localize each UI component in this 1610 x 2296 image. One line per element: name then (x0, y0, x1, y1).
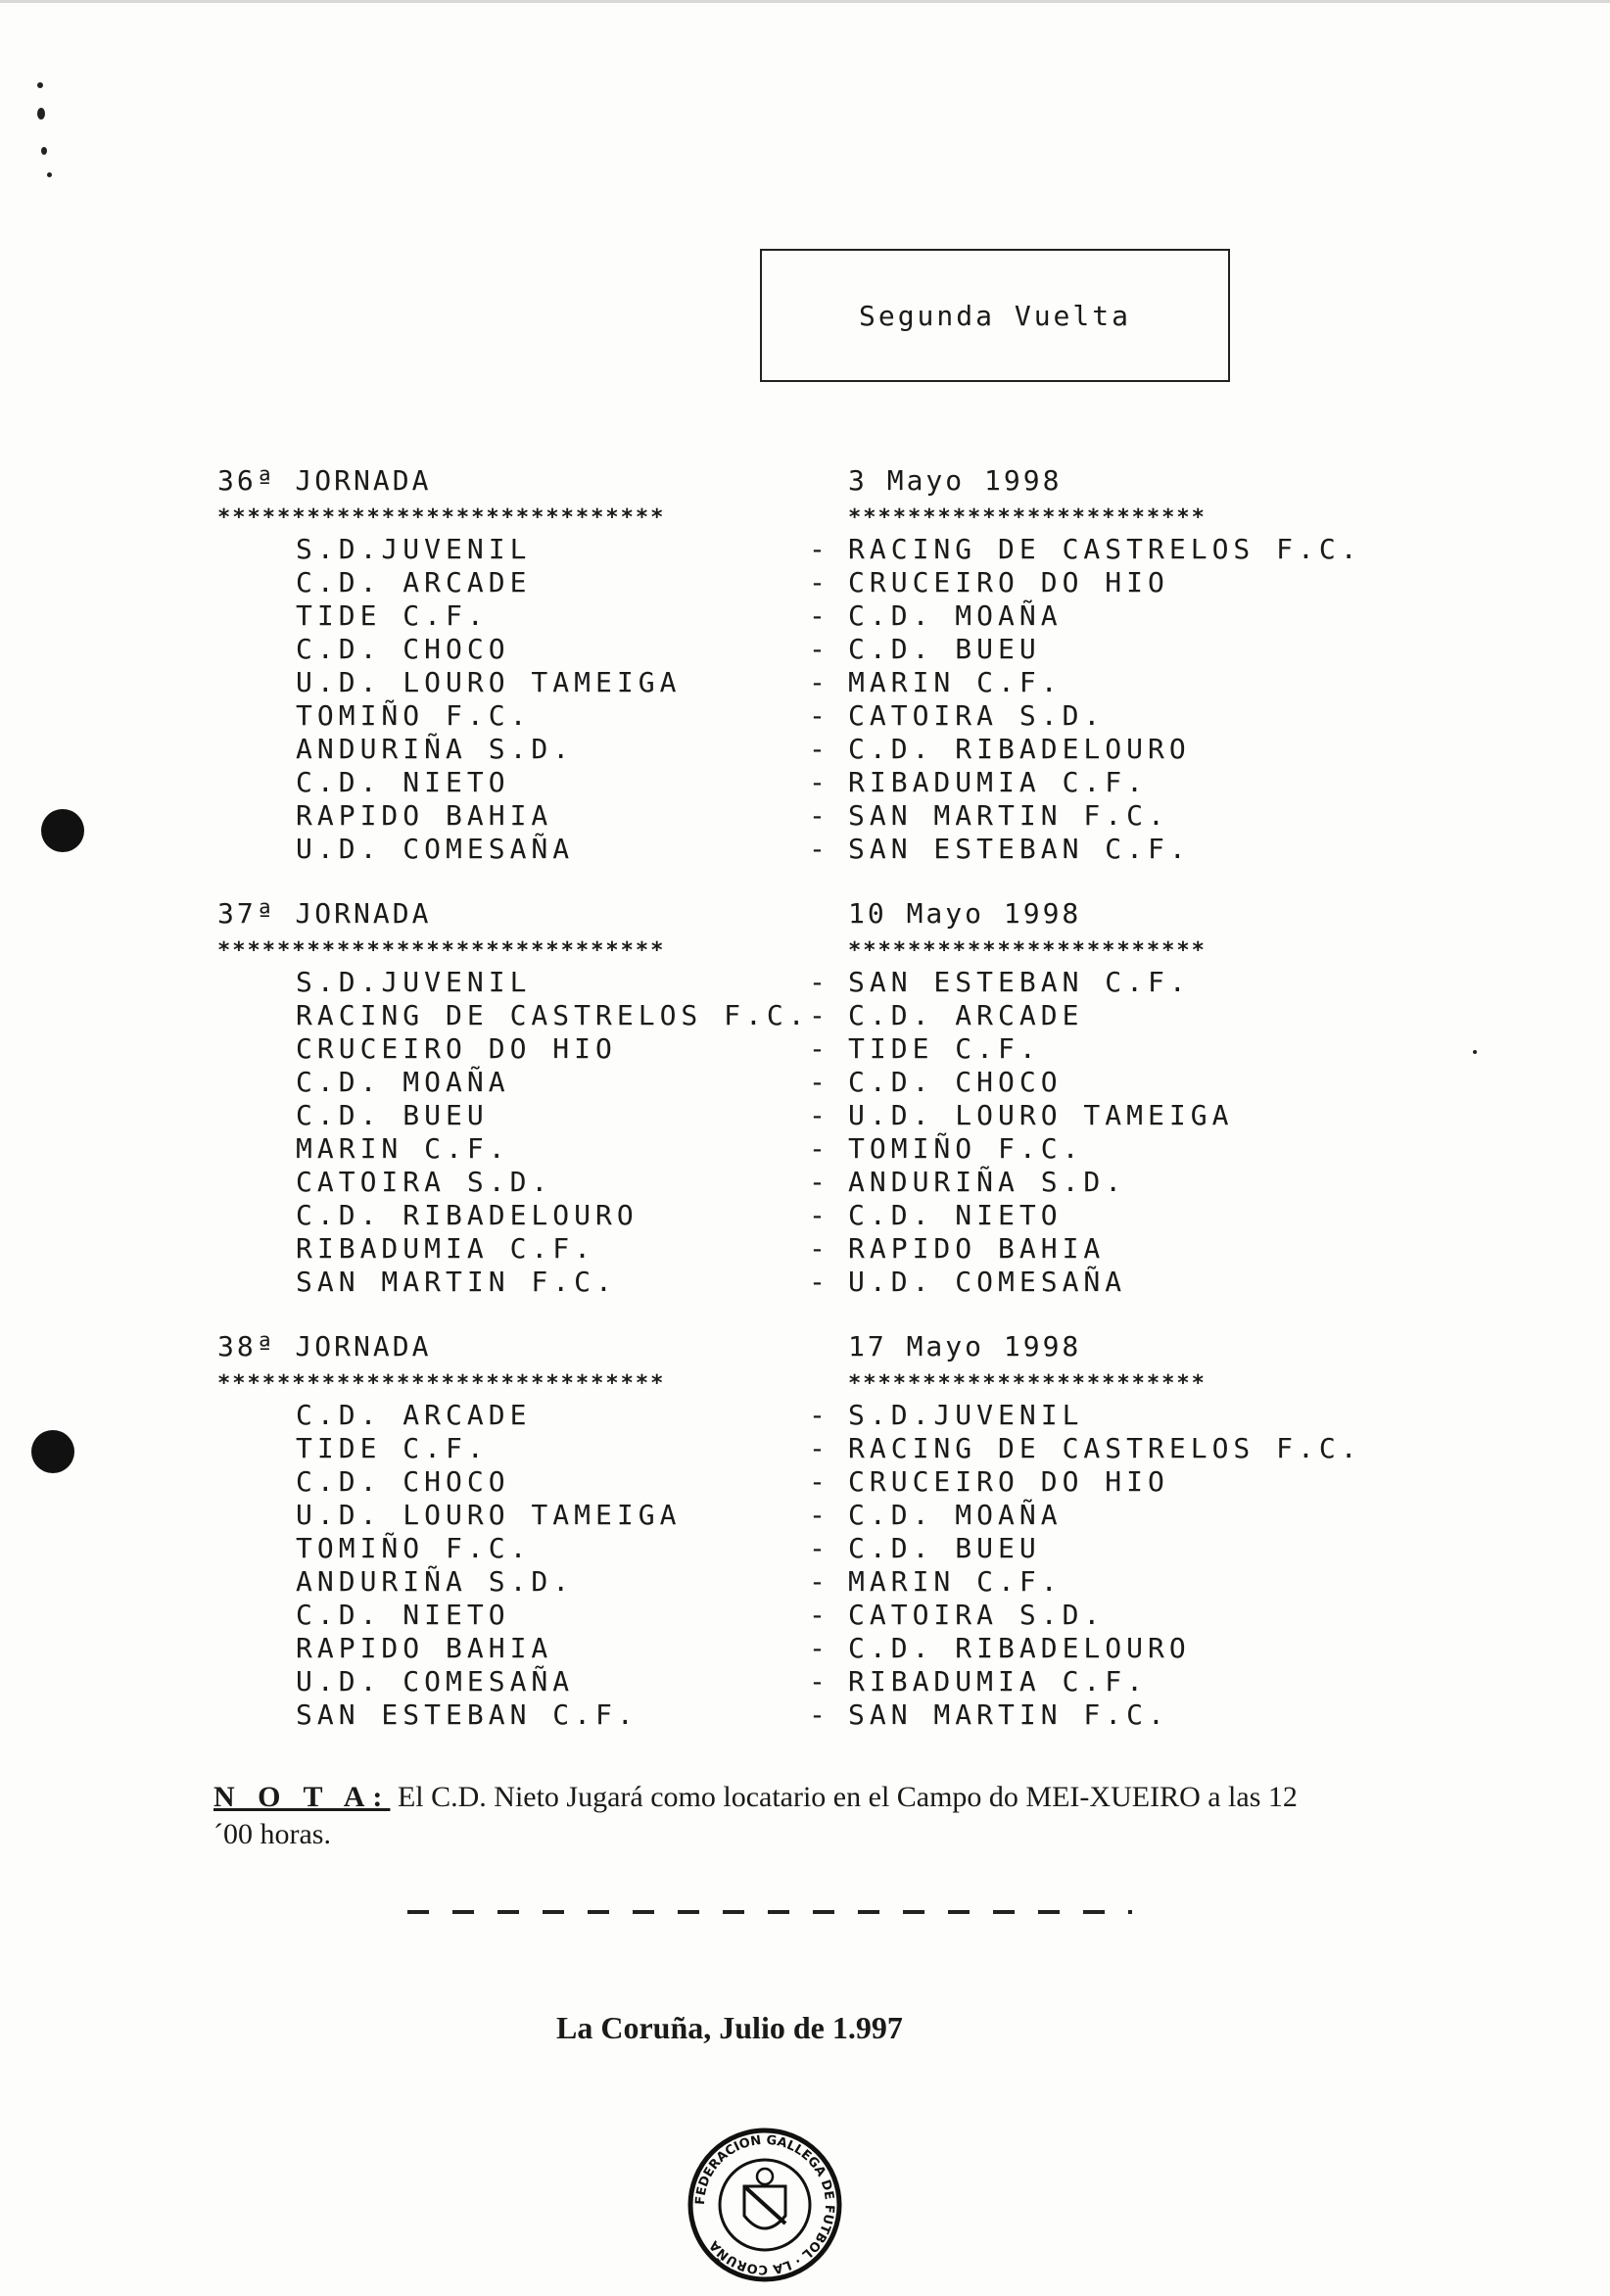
match-row (217, 1665, 1324, 1698)
home-team: TOMIÑO F.C. (296, 699, 532, 732)
match-row (217, 599, 1324, 633)
asterisk-rule-left: ****************************** (217, 505, 666, 530)
jornada-header (217, 1330, 1324, 1369)
asterisk-rule-right: ************************ (848, 1371, 1207, 1396)
home-team: RAPIDO BAHIA (296, 799, 553, 832)
match-row (217, 966, 1324, 999)
away-team: TIDE C.F. (848, 1032, 1041, 1065)
home-team: C.D. ARCADE (296, 566, 532, 598)
versus-dash: - (809, 1698, 830, 1731)
away-team: C.D. NIETO (848, 1199, 1063, 1231)
versus-dash: - (809, 733, 830, 765)
away-team: C.D. RIBADELOURO (848, 1632, 1191, 1664)
federation-seal-logo (686, 2126, 844, 2284)
jornada-header (217, 464, 1324, 503)
versus-dash: - (809, 766, 830, 798)
match-row (217, 999, 1324, 1032)
margin-speck (37, 82, 43, 88)
away-team: RIBADUMIA C.F. (848, 766, 1149, 798)
jornada-section (217, 464, 1362, 866)
away-team: CRUCEIRO DO HIO (848, 1465, 1169, 1498)
away-team: C.D. MOAÑA (848, 1499, 1063, 1531)
home-team: CRUCEIRO DO HIO (296, 1032, 617, 1065)
note-label: N O T A: (213, 1781, 391, 1813)
match-row (217, 1599, 1324, 1632)
away-team: CATOIRA S.D. (848, 699, 1106, 732)
away-team: SAN ESTEBAN C.F. (848, 833, 1191, 865)
jornada-title: 38ª JORNADA (217, 1330, 432, 1363)
home-team: ANDURIÑA S.D. (296, 1565, 575, 1598)
versus-dash: - (809, 566, 830, 598)
home-team: C.D. NIETO (296, 766, 510, 798)
match-row (217, 1465, 1324, 1499)
home-team: TIDE C.F. (296, 1432, 489, 1464)
margin-speck (37, 108, 45, 120)
home-team: SAN ESTEBAN C.F. (296, 1698, 639, 1731)
away-team: MARIN C.F. (848, 1565, 1063, 1598)
away-team: RIBADUMIA C.F. (848, 1665, 1149, 1698)
match-row (217, 666, 1324, 699)
versus-dash: - (809, 799, 830, 832)
versus-dash: - (809, 966, 830, 998)
match-row (217, 1532, 1324, 1565)
match-row (217, 1132, 1324, 1166)
match-row (217, 1032, 1324, 1066)
versus-dash: - (809, 1432, 830, 1464)
home-team: U.D. LOURO TAMEIGA (296, 666, 682, 698)
away-team: C.D. ARCADE (848, 999, 1084, 1031)
page-top-edge (0, 0, 1610, 3)
versus-dash: - (809, 999, 830, 1031)
home-team: U.D. COMESAÑA (296, 1665, 575, 1698)
jornada-section (217, 1330, 1362, 1732)
versus-dash: - (809, 1199, 830, 1231)
home-team: C.D. ARCADE (296, 1399, 532, 1431)
away-team: RACING DE CASTRELOS F.C. (848, 1432, 1362, 1464)
versus-dash: - (809, 1166, 830, 1198)
note-paragraph (213, 1779, 1320, 1853)
versus-dash: - (809, 666, 830, 698)
home-team: U.D. LOURO TAMEIGA (296, 1499, 682, 1531)
match-row (217, 533, 1362, 566)
home-team: TOMIÑO F.C. (296, 1532, 532, 1564)
home-team: S.D.JUVENIL (296, 966, 532, 998)
match-row (217, 1499, 1324, 1532)
away-team: S.D.JUVENIL (848, 1399, 1084, 1431)
jornada-date: 10 Mayo 1998 (848, 897, 1082, 930)
versus-dash: - (809, 1599, 830, 1631)
asterisk-rule-right: ************************ (848, 505, 1207, 530)
versus-dash: - (809, 1399, 830, 1431)
punch-hole-top (41, 809, 84, 852)
match-row (217, 1166, 1324, 1199)
away-team: C.D. RIBADELOURO (848, 733, 1191, 765)
home-team: TIDE C.F. (296, 599, 489, 632)
home-team: C.D. RIBADELOURO (296, 1199, 639, 1231)
asterisk-rule-left: ****************************** (217, 938, 666, 963)
jornada-title: 36ª JORNADA (217, 464, 432, 497)
home-team: C.D. CHOCO (296, 633, 510, 665)
away-team: C.D. CHOCO (848, 1066, 1063, 1098)
match-row (217, 1066, 1324, 1099)
match-row (217, 833, 1324, 866)
dashed-separator (407, 1910, 1132, 1914)
versus-dash: - (809, 1465, 830, 1498)
jornada-section (217, 897, 1324, 1299)
home-team: U.D. COMESAÑA (296, 833, 575, 865)
place-date: La Coruña, Julio de 1.997 (556, 2010, 903, 2045)
versus-dash: - (809, 1665, 830, 1698)
away-team: SAN MARTIN F.C. (848, 799, 1169, 832)
home-team: C.D. BUEU (296, 1099, 489, 1131)
versus-dash: - (809, 1266, 830, 1298)
asterisk-rule (217, 503, 1324, 533)
match-row (217, 1399, 1324, 1432)
match-row (217, 766, 1324, 799)
punch-hole-bottom (31, 1430, 74, 1473)
away-team: CATOIRA S.D. (848, 1599, 1106, 1631)
away-team: MARIN C.F. (848, 666, 1063, 698)
versus-dash: - (809, 1565, 830, 1598)
versus-dash: - (809, 599, 830, 632)
asterisk-rule-right: ************************ (848, 938, 1207, 963)
match-row (217, 1698, 1324, 1732)
match-row (217, 799, 1324, 833)
away-team: C.D. MOAÑA (848, 599, 1063, 632)
away-team: SAN MARTIN F.C. (848, 1698, 1169, 1731)
match-row (217, 1632, 1324, 1665)
jornada-title: 37ª JORNADA (217, 897, 432, 930)
match-row (217, 733, 1324, 766)
asterisk-rule (217, 936, 1324, 966)
section-title: Segunda Vuelta (858, 299, 1131, 332)
home-team: MARIN C.F. (296, 1132, 510, 1165)
note-text: El C.D. Nieto Jugará como locatario en el Campo do MEI-XUEIRO a las 12´00 horas. (213, 1781, 1298, 1850)
home-team: RAPIDO BAHIA (296, 1632, 553, 1664)
away-team: C.D. BUEU (848, 633, 1041, 665)
away-team: RAPIDO BAHIA (848, 1232, 1106, 1265)
jornada-date: 17 Mayo 1998 (848, 1330, 1082, 1363)
jornada-header (217, 897, 1324, 936)
away-team: U.D. LOURO TAMEIGA (848, 1099, 1234, 1131)
away-team: CRUCEIRO DO HIO (848, 566, 1169, 598)
away-team: U.D. COMESAÑA (848, 1266, 1127, 1298)
match-row (217, 1099, 1324, 1132)
match-row (217, 1199, 1324, 1232)
asterisk-rule (217, 1369, 1324, 1399)
asterisk-rule-left: ****************************** (217, 1371, 666, 1396)
svg-text:FEDERACION GALLEGA DE FUTBOL ·: FEDERACION GALLEGA DE FUTBOL · LA CORUÑA (692, 2132, 837, 2277)
match-row (217, 1232, 1324, 1266)
match-row (217, 1266, 1324, 1299)
versus-dash: - (809, 533, 830, 565)
home-team: CATOIRA S.D. (296, 1166, 553, 1198)
home-team: ANDURIÑA S.D. (296, 733, 575, 765)
jornada-date: 3 Mayo 1998 (848, 464, 1063, 497)
versus-dash: - (809, 1066, 830, 1098)
versus-dash: - (809, 1099, 830, 1131)
versus-dash: - (809, 1132, 830, 1165)
match-row (217, 1432, 1362, 1465)
away-team: SAN ESTEBAN C.F. (848, 966, 1191, 998)
margin-speck (1473, 1050, 1477, 1054)
match-row (217, 633, 1324, 666)
versus-dash: - (809, 699, 830, 732)
home-team: RIBADUMIA C.F. (296, 1232, 596, 1265)
home-team: S.D.JUVENIL (296, 533, 532, 565)
versus-dash: - (809, 1632, 830, 1664)
match-row (217, 566, 1324, 599)
versus-dash: - (809, 633, 830, 665)
home-team: C.D. MOAÑA (296, 1066, 510, 1098)
versus-dash: - (809, 1032, 830, 1065)
home-team: SAN MARTIN F.C. (296, 1266, 617, 1298)
home-team: C.D. CHOCO (296, 1465, 510, 1498)
versus-dash: - (809, 1499, 830, 1531)
away-team: C.D. BUEU (848, 1532, 1041, 1564)
home-team: C.D. NIETO (296, 1599, 510, 1631)
match-row (217, 1565, 1324, 1599)
section-title-box (760, 249, 1230, 382)
match-row (217, 699, 1324, 733)
versus-dash: - (809, 833, 830, 865)
away-team: TOMIÑO F.C. (848, 1132, 1084, 1165)
margin-speck (47, 172, 52, 177)
home-team: RACING DE CASTRELOS F.C. (296, 999, 810, 1031)
versus-dash: - (809, 1232, 830, 1265)
away-team: RACING DE CASTRELOS F.C. (848, 533, 1362, 565)
versus-dash: - (809, 1532, 830, 1564)
margin-speck (41, 147, 47, 155)
away-team: ANDURIÑA S.D. (848, 1166, 1127, 1198)
